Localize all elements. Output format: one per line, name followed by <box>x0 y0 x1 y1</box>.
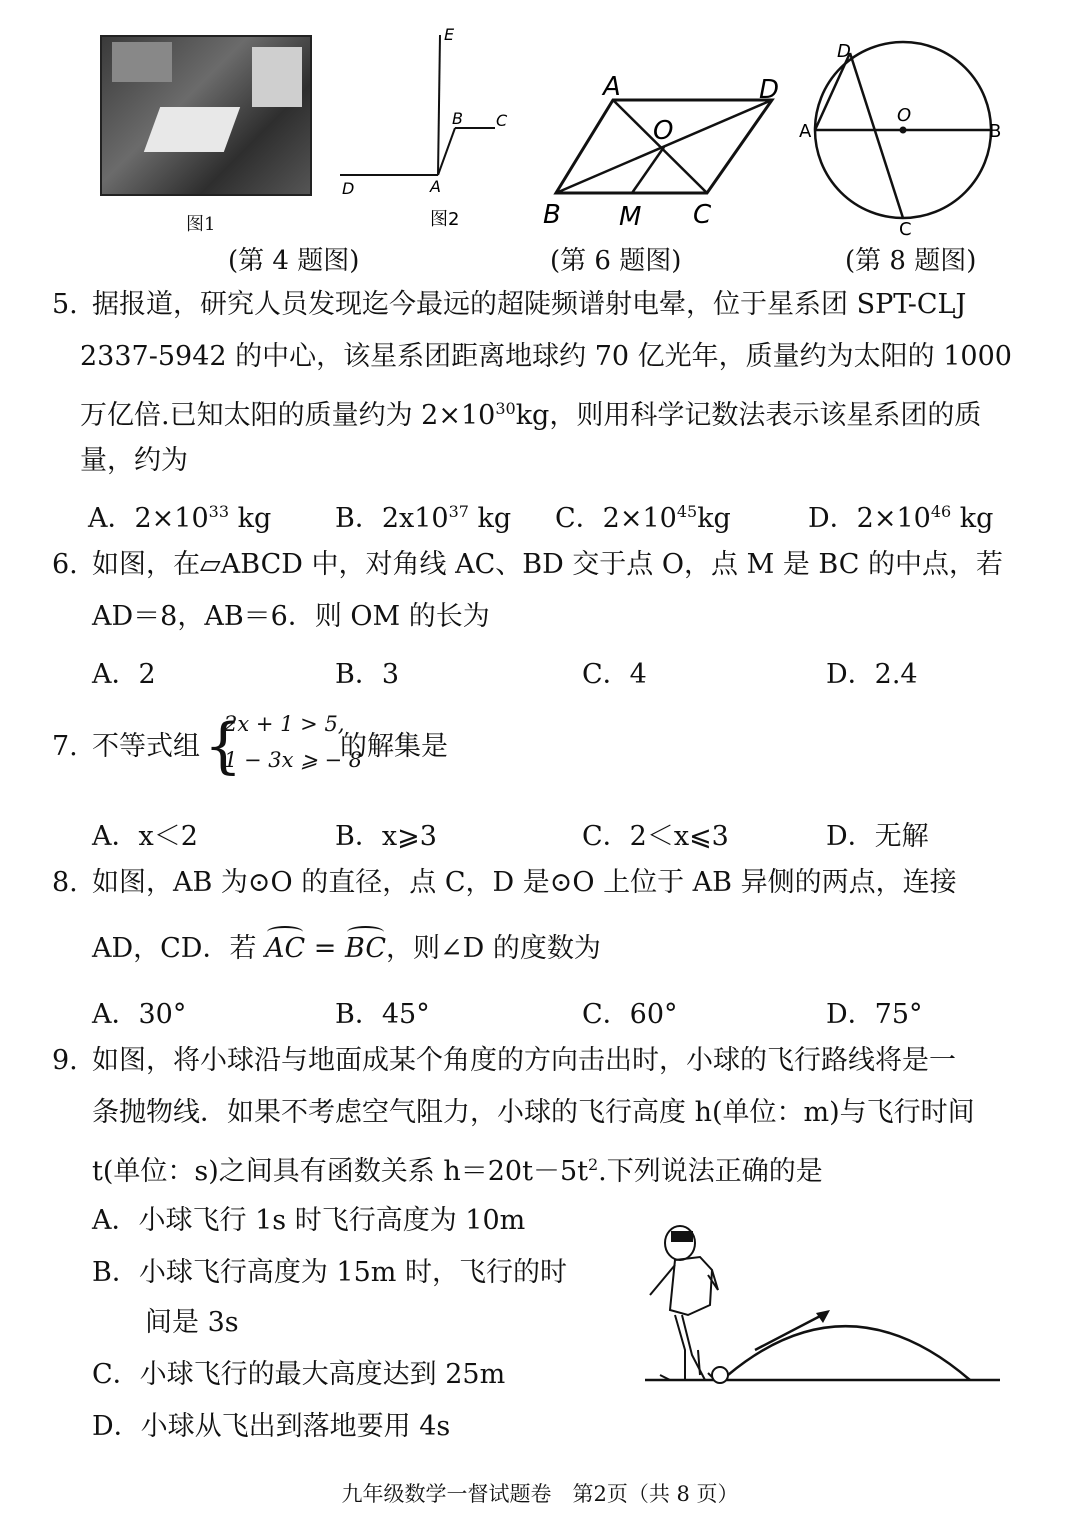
q8-option-a[interactable]: A．30° <box>92 999 187 1030</box>
q5-number: 5. <box>52 289 78 320</box>
q6-option-d[interactable]: D．2.4 <box>826 659 918 690</box>
center-dot <box>900 127 907 134</box>
caption-q6: (第 6 题图) <box>550 246 682 276</box>
arc-AC: AC <box>265 933 306 964</box>
chord-AD <box>815 53 850 130</box>
point-B: B <box>543 200 561 230</box>
q5-line3: 万亿倍.已知太阳的质量约为 $2\times 10^{30}kg$，则用科学记数法表示该星系团的质 <box>80 399 982 431</box>
q7-option-a[interactable]: A．x＜2 <box>92 821 198 852</box>
figure-4-photo <box>100 35 312 196</box>
q7-prefix: 不等式组 <box>92 731 200 762</box>
q6-option-b[interactable]: B．3 <box>335 659 400 690</box>
q9-option-d[interactable]: D．小球从飞出到落地要用 4s <box>92 1411 451 1442</box>
q5-line2: 2337-5942 的中心，该星系团距离地球约 70 亿光年，质量约为太阳的 1000 <box>80 341 1012 372</box>
q8-line1: 如图，AB 为⊙O 的直径，点 C，D 是⊙O 上位于 AB 异侧的两点，连接 <box>92 867 957 898</box>
page-footer: 九年级数学一督试题卷 第2页（共 8 页） <box>341 1482 739 1506</box>
point-C: C <box>693 200 712 230</box>
point-C: C <box>899 219 912 240</box>
figure-2-label: 图2 <box>430 209 460 230</box>
q8-option-c[interactable]: C．60° <box>582 999 678 1030</box>
photo-slab <box>144 107 240 152</box>
q7-number: 7. <box>52 731 78 762</box>
q6-option-c[interactable]: C．4 <box>582 659 647 690</box>
q7-option-b[interactable]: B．x⩾3 <box>335 821 437 852</box>
point-D: D <box>759 75 780 105</box>
point-D: D <box>342 179 355 198</box>
q9-line1: 如图，将小球沿与地面成某个角度的方向击出时，小球的飞行路线将是一 <box>92 1045 956 1076</box>
point-E: E <box>444 25 455 44</box>
q8-option-d[interactable]: D．75° <box>826 999 923 1030</box>
point-A: A <box>430 177 441 196</box>
q6-option-a[interactable]: A．2 <box>92 659 156 690</box>
caption-q4: (第 4 题图) <box>228 246 360 276</box>
caption-q8: (第 8 题图) <box>845 246 977 276</box>
golfer-figure <box>650 1226 718 1383</box>
photo-seat <box>112 42 172 82</box>
arc-BC: BC <box>345 933 387 964</box>
point-M: M <box>619 202 642 232</box>
q6-line1: 如图，在▱ABCD 中，对角线 AC、BD 交于点 O，点 M 是 BC 的中点，若 <box>92 549 1003 580</box>
q9-option-a[interactable]: A．小球飞行 1s 时飞行高度为 10m <box>92 1205 526 1236</box>
figure-8-circle <box>795 35 1015 240</box>
line-AE <box>438 35 440 175</box>
q9-option-b-cont[interactable]: 间是 3s <box>145 1307 239 1338</box>
q5-option-d[interactable]: D．$2\times 10^{46}$ kg <box>808 502 994 534</box>
point-D: D <box>837 41 851 62</box>
figure-6-parallelogram <box>535 65 795 235</box>
q7-option-c[interactable]: C．2＜x⩽3 <box>582 821 729 852</box>
q7-suffix: 的解集是 <box>340 731 448 762</box>
direction-arrow-line <box>755 1313 826 1350</box>
figure-9-golfer-parabola <box>630 1215 1010 1425</box>
point-B: B <box>452 109 463 128</box>
q6-number: 6. <box>52 549 78 580</box>
point-O: O <box>897 105 912 126</box>
q9-number: 9. <box>52 1045 78 1076</box>
q7-brace: { <box>204 711 243 781</box>
q9-line3: t(单位：s)之间具有函数关系 $h=20t-5t^2$.下列说法正确的是 <box>92 1155 823 1187</box>
q7-inequality-2: 1 − 3x ⩾ − 8 <box>224 748 363 772</box>
point-C: C <box>496 111 508 130</box>
q9-option-c[interactable]: C．小球飞行的最大高度达到 25m <box>92 1359 506 1390</box>
chord-DC <box>850 53 903 218</box>
parabola-path <box>728 1326 970 1380</box>
q9-line2: 条抛物线．如果不考虑空气阻力，小球的飞行高度 h(单位：m)与飞行时间 <box>92 1097 975 1128</box>
figure-1-label: 图1 <box>186 214 216 235</box>
point-B: B <box>989 121 1002 142</box>
q8-number: 8. <box>52 867 78 898</box>
q5-option-c[interactable]: C．$2\times 10^{45}kg$ <box>555 502 731 534</box>
line-AB <box>438 128 455 175</box>
q5-line1: 据报道，研究人员发现迄今最远的超陡频谱射电晕，位于星系团 SPT-CLJ <box>92 289 967 320</box>
point-A: A <box>603 72 621 102</box>
q7-option-d[interactable]: D．无解 <box>826 821 929 852</box>
point-A: A <box>799 121 812 142</box>
q5-option-b[interactable]: B．$2x10^{37}$ kg <box>335 502 512 534</box>
point-O: O <box>653 116 674 146</box>
q5-option-a[interactable]: A．$2\times 10^{33}$ kg <box>88 502 272 534</box>
q8-line2: AD，CD．若 AC = BC，则∠D 的度数为 <box>92 933 601 964</box>
q9-option-b[interactable]: B．小球飞行高度为 15m 时，飞行的时 <box>92 1257 567 1288</box>
ball <box>712 1367 728 1383</box>
q5-line4: 量，约为 <box>80 445 188 476</box>
q8-option-b[interactable]: B．45° <box>335 999 430 1030</box>
q6-line2: AD＝8，AB＝6．则 OM 的长为 <box>92 601 490 632</box>
q7-inequality-1: 2x + 1 > 5, <box>224 712 345 736</box>
figure-4-diagram <box>330 20 530 230</box>
photo-board <box>252 47 302 107</box>
diagonal-AC <box>613 100 707 193</box>
